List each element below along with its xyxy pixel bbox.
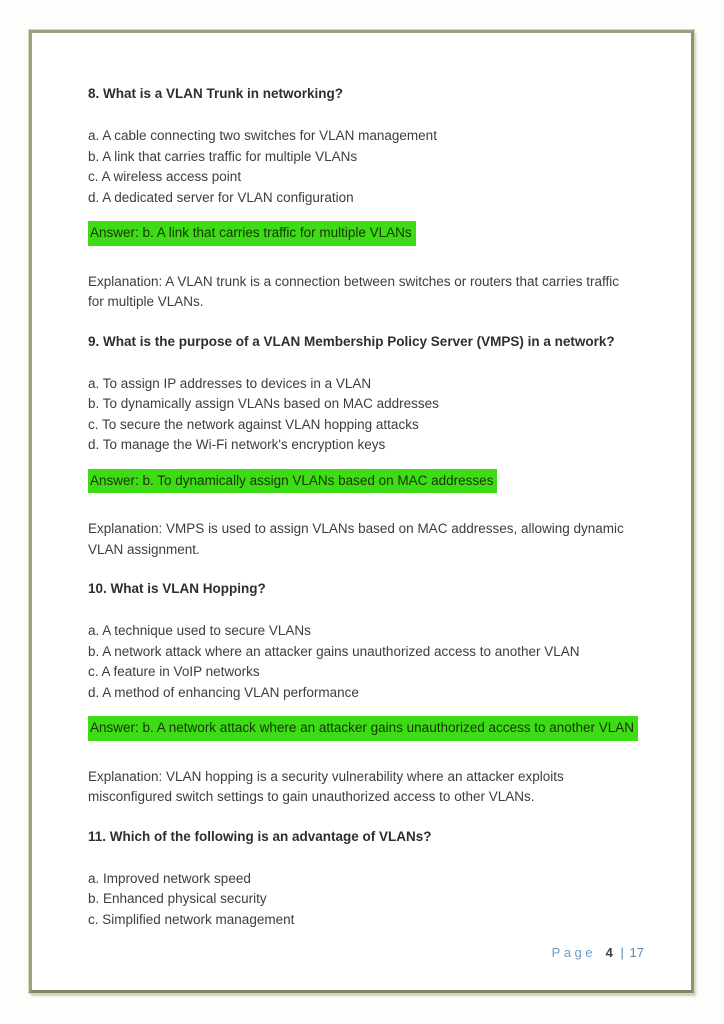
explanation-line: VLAN assignment.: [88, 541, 200, 557]
answer-highlight: Answer: b. A network attack where an attacker gains unauthorized access to another VLAN: [88, 716, 638, 741]
option-c: c. To secure the network against VLAN hopping attacks: [88, 416, 419, 432]
option-b: b. Enhanced physical security: [88, 891, 267, 906]
answer-row: [88, 716, 644, 741]
option-d: d. A dedicated server for VLAN configuration: [88, 189, 354, 205]
options-list: [88, 126, 644, 208]
option-c: c. A feature in VoIP networks: [88, 664, 260, 679]
option-a: a. Improved network speed: [88, 870, 251, 886]
question-title: 8. What is a VLAN Trunk in networking?: [88, 86, 344, 101]
explanation: [88, 272, 644, 313]
explanation: [88, 767, 644, 808]
footer-separator: |: [620, 945, 624, 960]
answer-highlight: Answer: b. To dynamically assign VLANs based on MAC addresses: [88, 469, 497, 494]
options-list: [88, 621, 644, 703]
footer-total-pages: 17: [629, 945, 644, 960]
explanation-line: Explanation: VMPS is used to assign VLANs based on MAC addresses, allowing dynamic: [88, 521, 624, 536]
option-a: a. A technique used to secure VLANs: [88, 623, 311, 638]
option-b: b. To dynamically assign VLANs based on MAC addresses: [88, 396, 439, 411]
question-title: 10. What is VLAN Hopping?: [88, 581, 266, 596]
option-c: c. Simplified network management: [88, 911, 295, 927]
explanation: [88, 519, 644, 560]
explanation-line: for multiple VLANs.: [88, 294, 204, 309]
answer-row: [88, 221, 644, 246]
option-b: b. A link that carries traffic for multiple VLANs: [88, 148, 358, 164]
options-list: [88, 869, 644, 931]
answer-highlight: Answer: b. A link that carries traffic for multiple VLANs: [88, 221, 416, 246]
options-list: [88, 374, 644, 456]
question-title: 11. Which of the following is an advantage of VLANs?: [88, 828, 432, 844]
question-block-9: [88, 331, 644, 561]
answer-row: [88, 469, 644, 494]
question-title: 9. What is the purpose of a VLAN Membership Policy Server (VMPS) in a network?: [88, 333, 615, 349]
option-a: a. A cable connecting two switches for VLAN management: [88, 128, 437, 143]
question-block-11: [88, 826, 644, 931]
footer-page-number: 4: [605, 945, 613, 960]
page-content: [88, 83, 644, 948]
question-block-10: [88, 578, 644, 808]
option-d: d. A method of enhancing VLAN performance: [88, 684, 359, 700]
question-block-8: [88, 83, 644, 313]
page-footer: [88, 945, 644, 960]
explanation-line: misconfigured switch settings to gain unauthorized access to other VLANs.: [88, 789, 535, 804]
option-b: b. A network attack where an attacker gains unauthorized access to another VLAN: [88, 643, 580, 659]
explanation-line: Explanation: A VLAN trunk is a connection between switches or routers that carries traffic: [88, 273, 620, 289]
option-a: a. To assign IP addresses to devices in a VLAN: [88, 375, 372, 391]
option-c: c. A wireless access point: [88, 169, 242, 184]
option-d: d. To manage the Wi-Fi network's encryption keys: [88, 437, 386, 452]
footer-page-label: Page: [551, 945, 597, 960]
explanation-line: Explanation: VLAN hopping is a security vulnerability where an attacker exploits: [88, 768, 564, 784]
